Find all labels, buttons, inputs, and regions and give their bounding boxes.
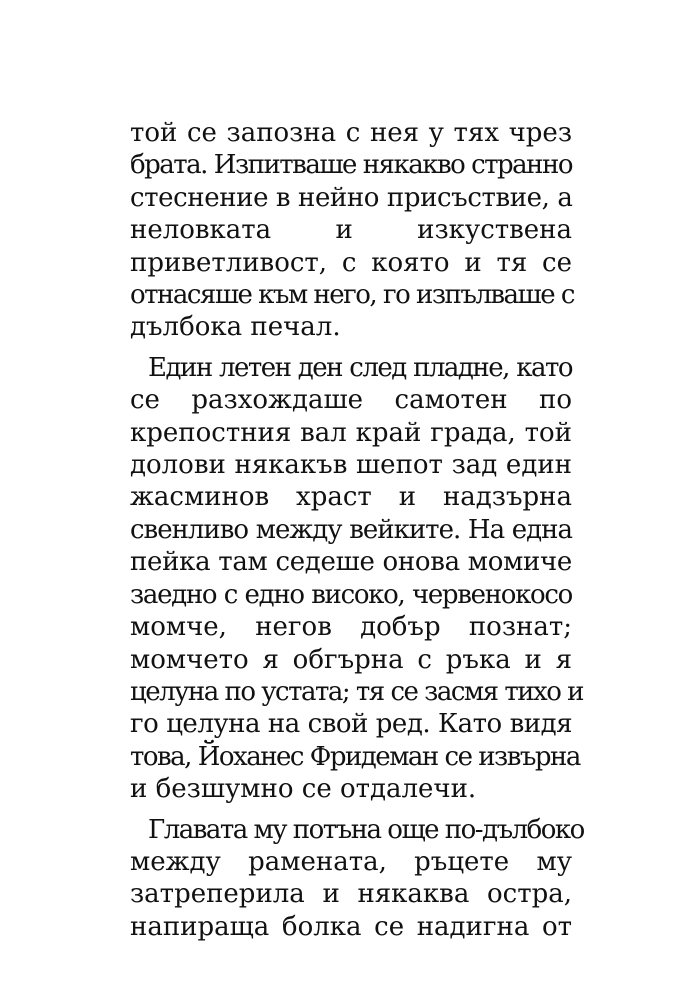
text-line: дълбока печал. xyxy=(130,312,341,343)
text-line: между рамената, ръцете му xyxy=(130,846,572,877)
paragraph-1 xyxy=(130,117,572,344)
text-line: пейка там седеше онова момиче xyxy=(130,547,572,578)
text-line: Един летен ден след пладне, като xyxy=(148,352,572,383)
text-line: напираща болка се надигна от xyxy=(130,911,572,942)
text-line: свенливо между вейките. На една xyxy=(130,514,572,545)
text-line: жасминов храст и надзърна xyxy=(130,482,572,513)
text-line: отнасяше към него, го изпълваше с xyxy=(130,280,574,311)
paragraph-2 xyxy=(130,352,583,806)
body-text xyxy=(130,117,584,951)
text-line: Главата му потъна още по-дълбоко xyxy=(148,814,584,845)
text-line: той се запозна с нея у тях чрез xyxy=(130,118,572,148)
text-line: брата. Изпитваше някакво странно xyxy=(130,150,572,181)
text-line: крепостния вал край града, той xyxy=(130,417,572,448)
text-line: целуна по устата; тя се засмя тихо и xyxy=(130,676,583,707)
text-line: момчето я обгърна с ръка и я xyxy=(130,644,572,675)
text-line: го целуна на свой ред. Като видя xyxy=(130,709,572,740)
text-line: заедно с едно високо, червенокосо xyxy=(130,579,572,610)
text-line: затреперила и някаква остра, xyxy=(130,879,572,910)
text-line: приветливост, с която и тя се xyxy=(130,247,572,278)
text-line: това, Йоханес Фридеман се извърна xyxy=(130,741,580,772)
text-line: неловката и изкуствена xyxy=(130,215,572,246)
text-line: и безшумно се отдалечи. xyxy=(130,774,477,805)
text-line: долови някакъв шепот зад един xyxy=(130,450,572,481)
text-line: стеснение в нейно присъствие, а xyxy=(130,182,573,213)
text-line: момче, негов добър познат; xyxy=(130,612,572,643)
paragraph-3 xyxy=(130,814,584,944)
text-line: се разхождаше самотен по xyxy=(130,385,572,416)
